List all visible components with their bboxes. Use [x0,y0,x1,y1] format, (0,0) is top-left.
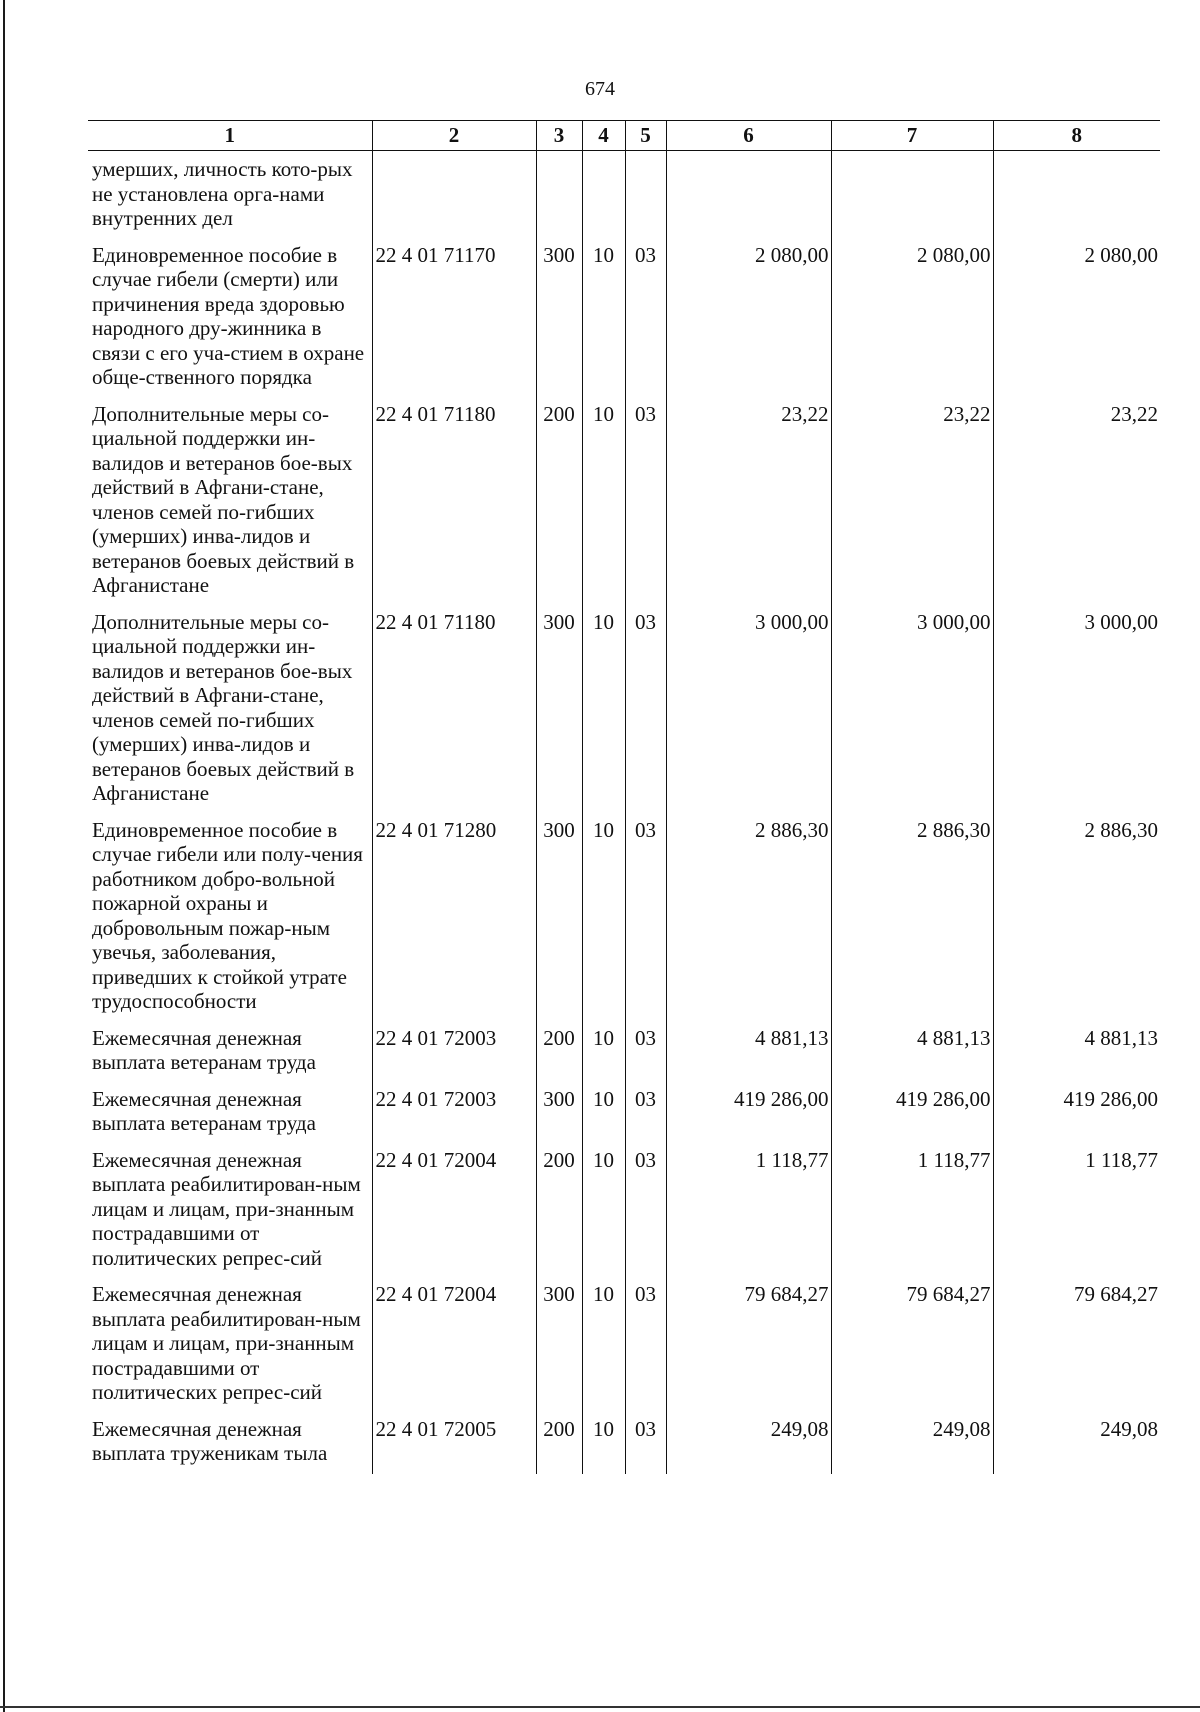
expense-type-cell: 200 [536,1417,582,1474]
budget-table [88,120,1160,1474]
target-article-code-cell: 22 4 01 72004 [372,1282,536,1417]
section-cell: 10 [582,1087,625,1148]
target-article-code-cell: 22 4 01 72004 [372,1148,536,1283]
amount-col6-cell: 1 118,77 [666,1148,831,1283]
table-row [88,1417,1160,1474]
column-header-2: 2 [372,121,536,151]
subsection-cell: 03 [625,1087,666,1148]
amount-col8-cell: 3 000,00 [993,610,1160,818]
section-cell: 10 [582,1417,625,1474]
expense-type-cell: 300 [536,1282,582,1417]
table-body [88,151,1160,1474]
amount-col7-cell: 2 886,30 [831,818,993,1026]
expense-name-cell: Ежемесячная денежная выплата реабилитирован-ным лицам и лицам, при-знанным пострадавшими от политических репрес-сий [92,1147,361,1270]
subsection-cell: 03 [625,610,666,818]
table-row [88,151,1160,243]
amount-col8-cell: 1 118,77 [993,1148,1160,1283]
subsection-cell: 03 [625,243,666,402]
column-header-3: 3 [536,121,582,151]
section-cell: 10 [582,1148,625,1283]
amount-col8-cell: 4 881,13 [993,1026,1160,1087]
subsection-cell [625,151,666,243]
table-row [88,402,1160,610]
section-cell: 10 [582,610,625,818]
column-header-5: 5 [625,121,666,151]
subsection-cell: 03 [625,1417,666,1474]
expense-name-cell: Ежемесячная денежная выплата ветеранам труда [92,1025,316,1074]
amount-col8-cell: 419 286,00 [993,1087,1160,1148]
amount-col8-cell [993,151,1160,243]
table-row [88,1148,1160,1283]
amount-col6-cell: 4 881,13 [666,1026,831,1087]
expense-type-cell: 200 [536,1026,582,1087]
amount-col6-cell: 249,08 [666,1417,831,1474]
page-number: 674 [585,78,615,100]
target-article-code-cell: 22 4 01 72005 [372,1417,536,1474]
amount-col7-cell: 1 118,77 [831,1148,993,1283]
amount-col7-cell: 3 000,00 [831,610,993,818]
section-cell: 10 [582,818,625,1026]
expense-type-cell: 200 [536,402,582,610]
table-row [88,610,1160,818]
budget-table-container [88,120,1160,1474]
scan-edge-left [3,0,5,1712]
subsection-cell: 03 [625,1026,666,1087]
target-article-code-cell: 22 4 01 71180 [372,610,536,818]
subsection-cell: 03 [625,402,666,610]
amount-col6-cell: 2 080,00 [666,243,831,402]
section-cell [582,151,625,243]
expense-type-cell [536,151,582,243]
amount-col7-cell: 4 881,13 [831,1026,993,1087]
table-row [88,1282,1160,1417]
section-cell: 10 [582,1026,625,1087]
expense-name-cell: умерших, личность кото-рых не установлена орга-нами внутренних дел [92,157,353,230]
amount-col6-cell: 23,22 [666,402,831,610]
amount-col6-cell [666,151,831,243]
amount-col8-cell: 2 080,00 [993,243,1160,402]
amount-col8-cell: 249,08 [993,1417,1160,1474]
expense-name-cell: Ежемесячная денежная выплата труженикам тыла [92,1416,328,1465]
expense-type-cell: 300 [536,243,582,402]
expense-name-cell: Дополнительные меры со-циальной поддержки ин-валидов и ветеранов бое-вых действий в Афгани-стане, членов семей по-гибших (умерших) инва-лидов и ветеранов боевых действий в Афганистане [92,401,355,597]
target-article-code-cell: 22 4 01 72003 [372,1026,536,1087]
table-row [88,818,1160,1026]
section-cell: 10 [582,243,625,402]
column-header-1: 1 [88,121,372,151]
amount-col8-cell: 79 684,27 [993,1282,1160,1417]
amount-col6-cell: 3 000,00 [666,610,831,818]
table-row [88,1026,1160,1087]
section-cell: 10 [582,1282,625,1417]
amount-col7-cell: 79 684,27 [831,1282,993,1417]
expense-name-cell: Ежемесячная денежная выплата ветеранам труда [92,1086,316,1135]
amount-col6-cell: 79 684,27 [666,1282,831,1417]
target-article-code-cell: 22 4 01 71280 [372,818,536,1026]
column-header-6: 6 [666,121,831,151]
column-header-4: 4 [582,121,625,151]
expense-type-cell: 300 [536,1087,582,1148]
table-row [88,1087,1160,1148]
column-header-7: 7 [831,121,993,151]
scan-edge-bottom [0,1706,1200,1708]
amount-col8-cell: 23,22 [993,402,1160,610]
subsection-cell: 03 [625,1148,666,1283]
amount-col6-cell: 2 886,30 [666,818,831,1026]
expense-name-cell: Единовременное пособие в случае гибели или полу-чения работником добро-вольной пожарной охраны и добровольным пожар-ным увечья, заболевания, приведших к стойкой утрате трудоспособности [92,817,363,1013]
subsection-cell: 03 [625,1282,666,1417]
expense-name-cell: Дополнительные меры со-циальной поддержки ин-валидов и ветеранов бое-вых действий в Афгани-стане, членов семей по-гибших (умерших) инва-лидов и ветеранов боевых действий в Афганистане [92,609,355,805]
amount-col7-cell: 2 080,00 [831,243,993,402]
expense-type-cell: 300 [536,818,582,1026]
target-article-code-cell: 22 4 01 72003 [372,1087,536,1148]
amount-col7-cell [831,151,993,243]
amount-col6-cell: 419 286,00 [666,1087,831,1148]
expense-type-cell: 200 [536,1148,582,1283]
amount-col7-cell: 23,22 [831,402,993,610]
subsection-cell: 03 [625,818,666,1026]
target-article-code-cell: 22 4 01 71180 [372,402,536,610]
target-article-code-cell: 22 4 01 71170 [372,243,536,402]
column-header-8: 8 [993,121,1160,151]
table-header-row [88,121,1160,151]
amount-col7-cell: 249,08 [831,1417,993,1474]
amount-col7-cell: 419 286,00 [831,1087,993,1148]
expense-name-cell: Единовременное пособие в случае гибели (смерти) или причинения вреда здоровью народного дру-жинника в связи с его уча-стием в охране обще-ственного порядка [92,242,365,389]
expense-name-cell: Ежемесячная денежная выплата реабилитирован-ным лицам и лицам, при-знанным пострадавшими от политических репрес-сий [92,1282,361,1404]
amount-col8-cell: 2 886,30 [993,818,1160,1026]
expense-type-cell: 300 [536,610,582,818]
table-row [88,243,1160,402]
target-article-code-cell [372,151,536,243]
section-cell: 10 [582,402,625,610]
